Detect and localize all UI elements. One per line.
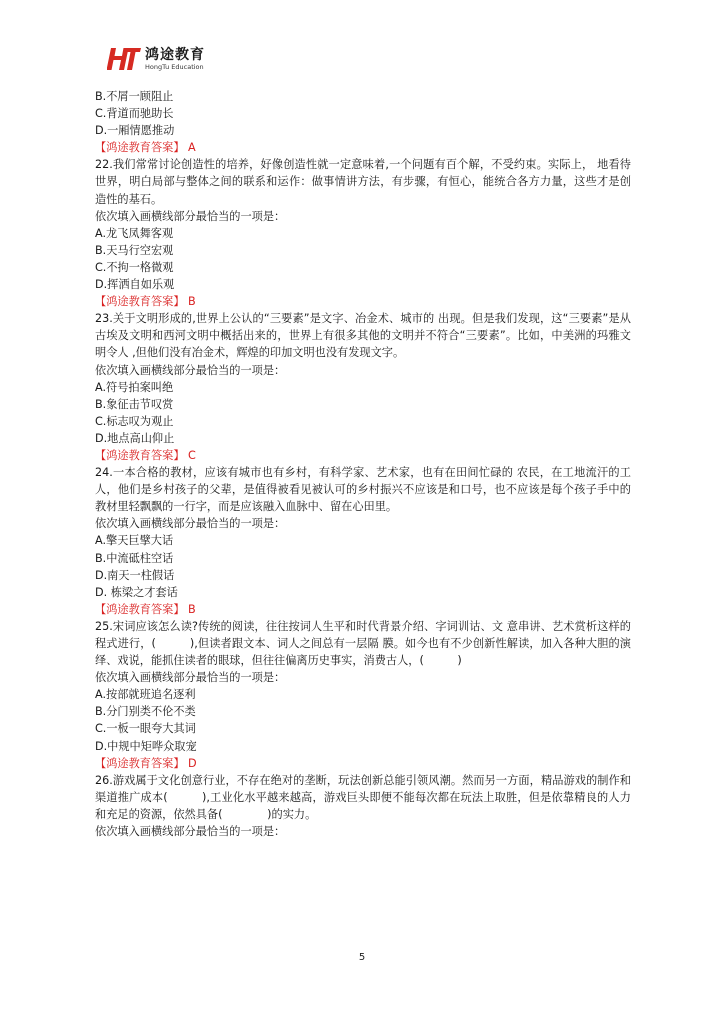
- logo-name-en: HongTu Education: [145, 62, 204, 71]
- answer-label: 【鸿途教育答案】 D: [95, 756, 197, 770]
- option: C.标志叹为观止: [95, 414, 174, 428]
- answer-label: 【鸿途教育答案】 B: [95, 295, 196, 309]
- option: D.挥洒自如乐观: [95, 278, 175, 292]
- option: B.中流砥柱空话: [95, 551, 174, 565]
- question-stem: 23.关于文明形成的,世界上公认的“三要素”是文字、冶金术、城市的 出现。但是我们发现，这“三要素”是从古埃及文明和西河文明中概括出来的，世界上有很多其他的文明并不符合“三要素”。比如，中美洲的玛雅文明令人 ,但他们没有冶金术，辉煌的印加文明也没有发现文字。: [95, 312, 631, 360]
- option: C.一板一眼夸大其词: [95, 722, 196, 736]
- option: B.天马行空宏观: [95, 243, 174, 257]
- option: C.不拘一格微观: [95, 260, 174, 274]
- logo: [107, 46, 205, 72]
- logo-name-cn: 鸿途教育: [145, 46, 205, 63]
- option: D. 栋梁之才套话: [95, 585, 178, 599]
- answer-label: 【鸿途教育答案】 B: [95, 602, 196, 616]
- question-stem: 22.我们常常讨论创造性的培养，好像创造性就一定意味着,一个问题有百个解，不受约束。实际上， 地看待世界，明白局部与整体之间的联系和运作：做事情讲方法，有步骤，有恒心，能统合各方力量，这些才是创造性的基石。: [95, 158, 631, 206]
- option: A.按部就班追名逐利: [95, 688, 196, 702]
- option: D.南天一柱假话: [95, 568, 175, 582]
- option: C.背道而驰助长: [95, 107, 174, 121]
- answer-label: 【鸿途教育答案】 A: [95, 141, 196, 155]
- logo-icon: [107, 46, 141, 72]
- question-prompt: 依次填入画横线部分最恰当的一项是：: [95, 671, 286, 685]
- question-prompt: 依次填入画横线部分最恰当的一项是：: [95, 517, 286, 531]
- question-prompt: 依次填入画横线部分最恰当的一项是：: [95, 209, 286, 223]
- answer-label: 【鸿途教育答案】 C: [95, 448, 196, 462]
- option: B.象征击节叹赏: [95, 397, 174, 411]
- question-stem: 26.游戏属于文化创意行业，不存在绝对的垄断，玩法创新总能引领风潮。然而另一方面，精品游戏的制作和渠道推广成本( ),工业化水平越来越高，游戏巨头即便不能每次都在玩法上取胜，但是依靠精良的人力和充足的资源，依然具备( )的实力。: [95, 773, 631, 821]
- option: A.符号拍案叫绝: [95, 380, 174, 394]
- option: A.擎天巨擘大话: [95, 534, 174, 548]
- question-stem: 24.一本合格的教材，应该有城市也有乡村，有科学家、艺术家，也有在田间忙碌的 农民，在工地流汗的工人，他们是乡村孩子的父辈，是值得被看见被认可的乡村振兴不应该是和口号，也不应该是每个孩子手中的教材里轻飘飘的一行字，而是应该融入血脉中、留在心田里。: [95, 466, 631, 514]
- question-prompt: 依次填入画横线部分最恰当的一项是：: [95, 363, 286, 377]
- question-prompt: 依次填入画横线部分最恰当的一项是：: [95, 825, 286, 839]
- question-stem: 25.宋词应该怎么读?传统的阅读，往往按词人生平和时代背景介绍、字词训诂、文 意串讲、艺术赏析这样的程式进行，( ),但读者跟文本、词人之间总有一层隔 膜。如今也有不少创新性解读，加入各种大胆的演绎、戏说，能抓住读者的眼球，但往往偏离历史事实，消费古人，( ): [95, 619, 631, 668]
- option: B.分门别类不伦不类: [95, 705, 196, 719]
- page-number: 5: [358, 952, 366, 963]
- option: D.地点高山仰止: [95, 431, 175, 445]
- option: B.不屑一顾阻止: [95, 90, 174, 103]
- option: D.中规中矩哗众取宠: [95, 739, 197, 753]
- option: D.一厢情愿推动: [95, 124, 175, 138]
- option: A.龙飞凤舞客观: [95, 226, 174, 240]
- document-body: [95, 88, 631, 840]
